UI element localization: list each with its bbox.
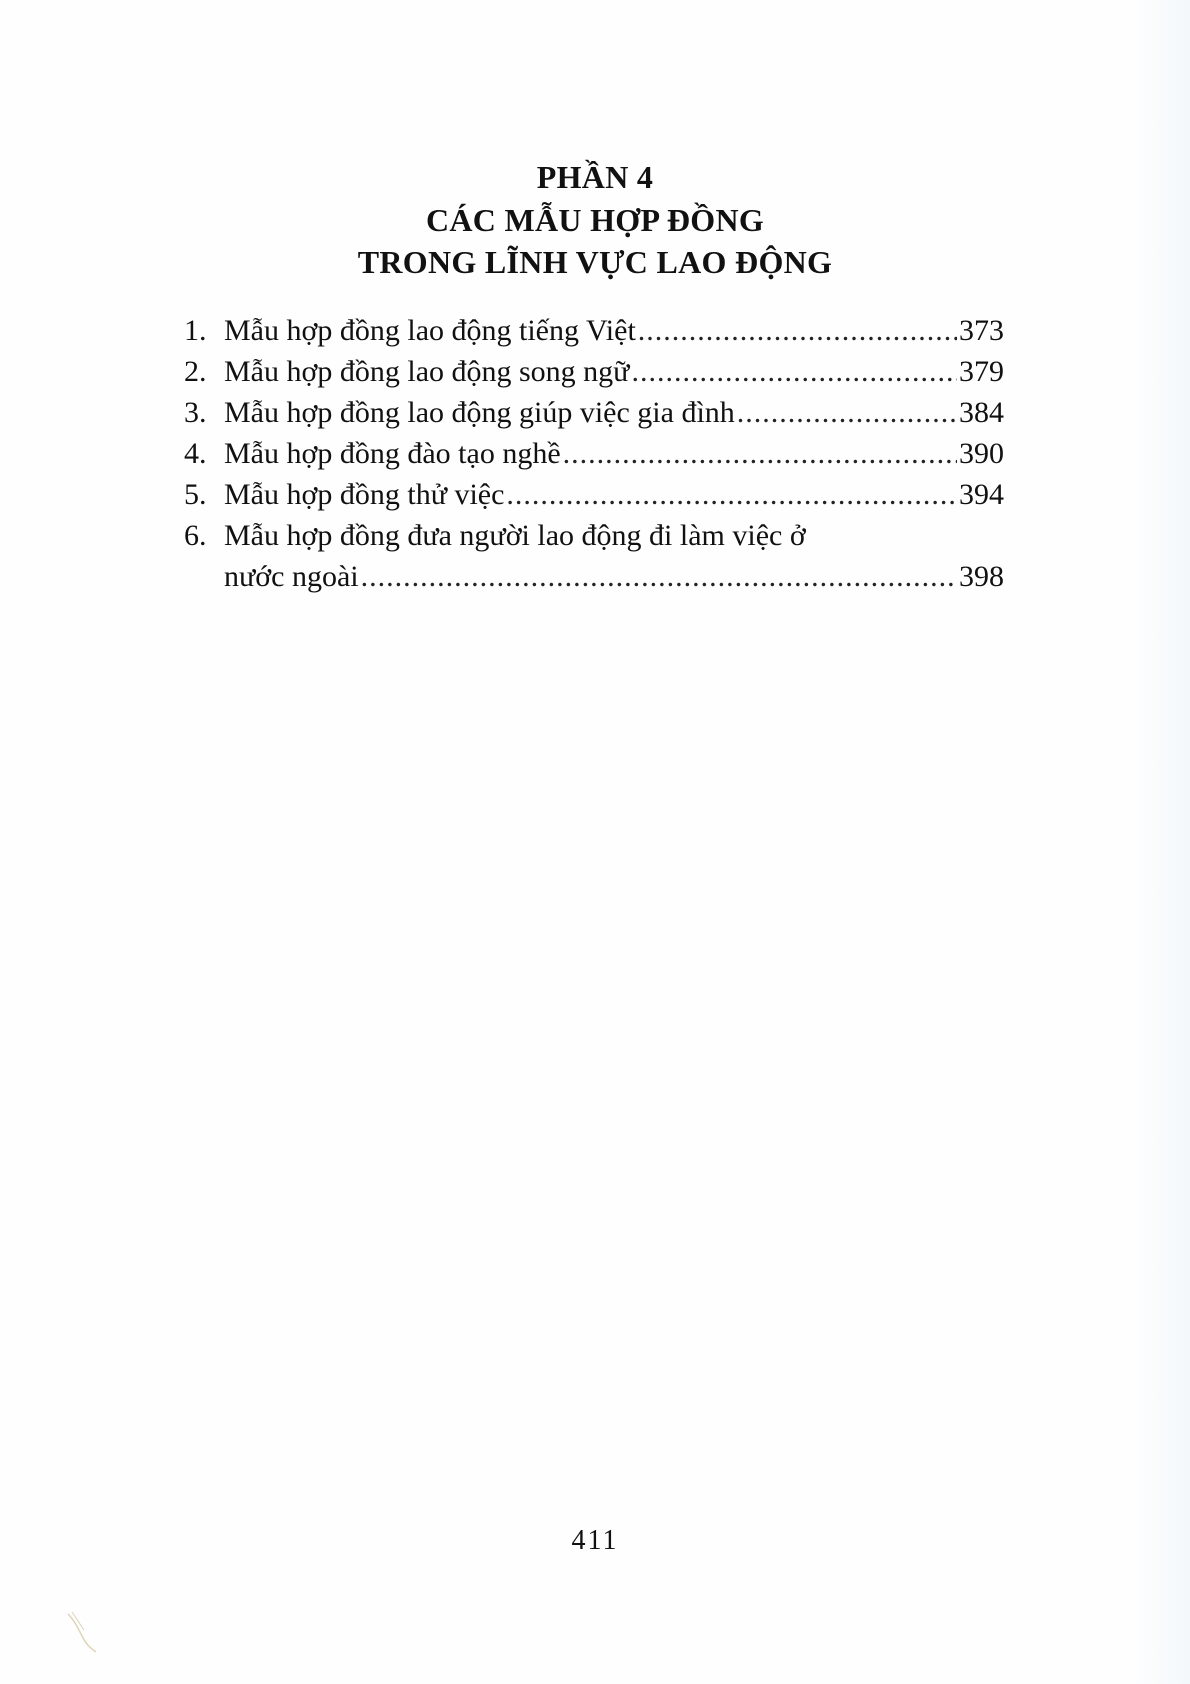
- toc-entry-1[interactable]: [184, 310, 1004, 351]
- toc-entry-number: 2.: [184, 355, 207, 388]
- toc-dot-leader: [737, 392, 957, 433]
- toc-entry-title: Mẫu hợp đồng lao động tiếng Việt: [224, 314, 636, 347]
- toc-entry-page: 394: [959, 478, 1004, 511]
- toc-entry-2[interactable]: [184, 351, 1004, 392]
- toc-entry-title: Mẫu hợp đồng lao động song ngữ: [224, 355, 630, 388]
- toc-dot-leader: [631, 351, 957, 392]
- toc-entry-number: 5.: [184, 478, 207, 511]
- section-title-line-2: TRONG LĨNH VỰC LAO ĐỘNG: [357, 244, 833, 280]
- toc-entry-page: 398: [959, 560, 1004, 593]
- page-number: 411: [571, 1525, 619, 1556]
- toc-entry-title: Mẫu hợp đồng đào tạo nghề: [224, 437, 561, 470]
- toc-entry-page: 373: [959, 314, 1004, 347]
- toc-entry-page: 384: [959, 396, 1004, 429]
- toc-entry-number: 1.: [184, 314, 207, 347]
- toc-dot-leader: [638, 310, 957, 351]
- toc-dot-leader: [563, 433, 957, 474]
- toc-entry-5[interactable]: [184, 474, 1004, 515]
- toc-entry-4[interactable]: [184, 433, 1004, 474]
- toc-entry-page: 390: [959, 437, 1004, 470]
- toc-entry-title-line-2: nước ngoài: [224, 560, 359, 593]
- toc-entry-title-line-1: Mẫu hợp đồng đưa người lao động đi làm việc ở: [224, 519, 806, 552]
- section-title-line-1: CÁC MẪU HỢP ĐỒNG: [425, 202, 765, 238]
- toc-entry-6-continued[interactable]: [184, 556, 1004, 597]
- toc-entry-3[interactable]: [184, 392, 1004, 433]
- part-heading: PHẦN 4: [536, 159, 654, 195]
- toc-entry-page: 379: [959, 355, 1004, 388]
- toc-entry-number: 3.: [184, 396, 207, 429]
- toc-entry-title: Mẫu hợp đồng thử việc: [224, 478, 505, 511]
- toc-entry-6[interactable]: [184, 515, 1004, 556]
- table-of-contents: [184, 310, 1004, 597]
- toc-entry-number: 4.: [184, 437, 207, 470]
- toc-entry-title: Mẫu hợp đồng lao động giúp việc gia đình: [224, 396, 735, 429]
- page-corner-smudge: [66, 1610, 100, 1654]
- toc-dot-leader: [361, 556, 957, 597]
- toc-entry-number: 6.: [184, 519, 207, 552]
- toc-dot-leader: [506, 474, 957, 515]
